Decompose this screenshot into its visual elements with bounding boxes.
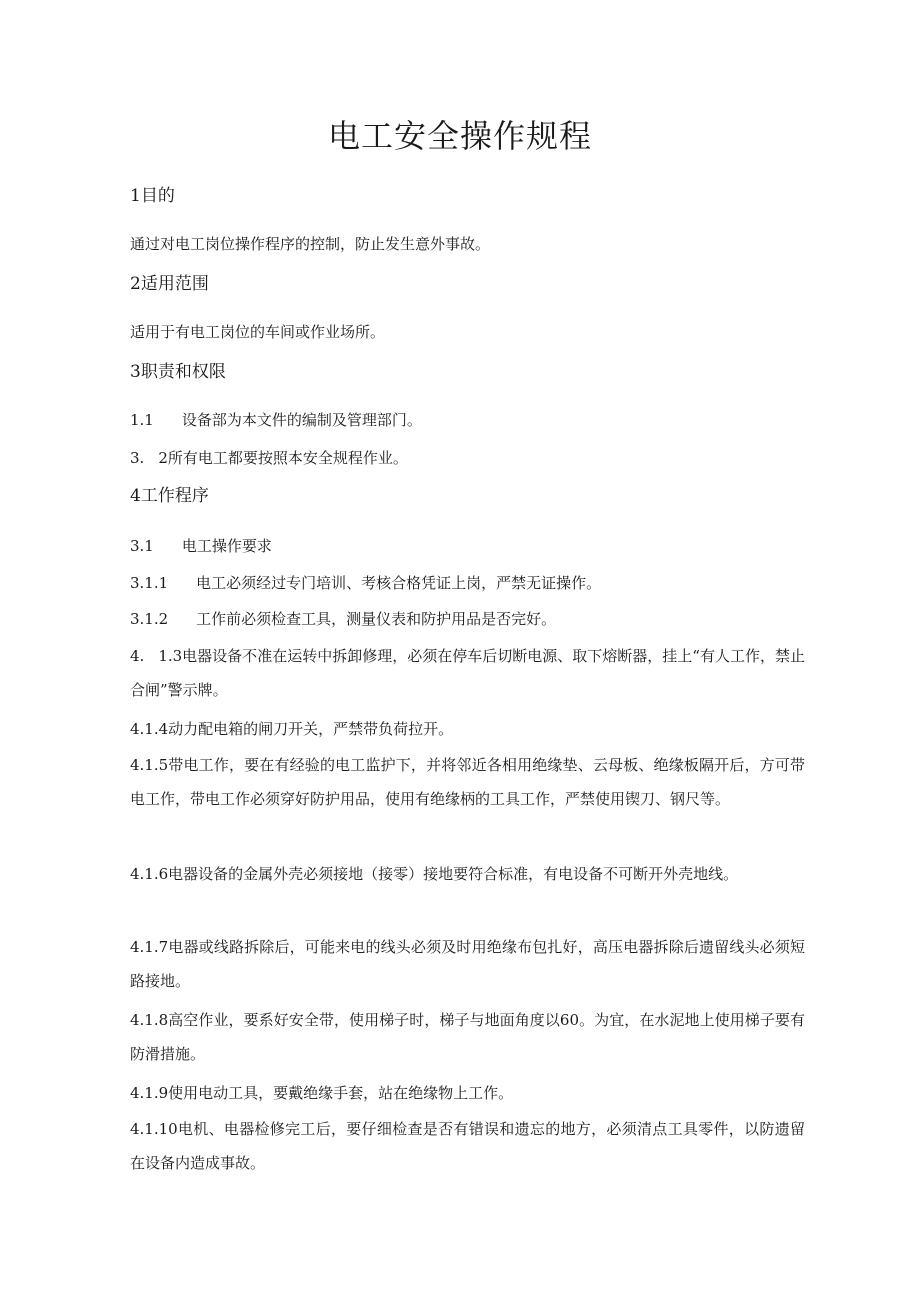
item-number: 3.1.2 — [130, 610, 169, 628]
procedure-item-4-1-8: 4.1.8高空作业，要系好安全带，使用梯子时，梯子与地面角度以60。为宜，在水泥地上使用梯子要有防滑措施。 — [130, 1011, 805, 1063]
section-heading-responsibilities: 3职责和权限 — [130, 362, 226, 382]
item-text: 电工必须经过专门培训、考核合格凭证上岗，严禁无证操作。 — [196, 574, 602, 592]
item-text: 电工操作要求 — [181, 537, 272, 555]
section-text-purpose: 通过对电工岗位操作程序的控制，防止发生意外事故。 — [130, 235, 491, 253]
item-number: 3.1.1 — [130, 574, 169, 592]
procedure-item-3-1-2 — [130, 602, 810, 636]
item-text: 工作前必须检查工具，测量仪表和防护用品是否完好。 — [196, 610, 557, 628]
responsibility-item-1 — [130, 403, 810, 437]
procedure-subheading — [130, 529, 810, 563]
procedure-item-4-1-6: 4.1.6电器设备的金属外壳必须接地（接零）接地要符合标准，有电设备不可断开外壳地线。 — [130, 865, 739, 883]
procedure-item-4-1-9: 4.1.9使用电动工具，要戴绝缘手套，站在绝缘物上工作。 — [130, 1084, 514, 1102]
section-heading-procedure: 4工作程序 — [130, 486, 209, 506]
procedure-item-4-1-5: 4.1.5带电工作，要在有经验的电工监护下，并将邻近各相用绝缘垫、云母板、绝缘板隔开后，方可带电工作，带电工作必须穿好防护用品，使用有绝缘柄的工具工作，严禁使用锲刀、钢尺等。 — [130, 756, 805, 808]
procedure-item-4-1-10: 4.1.10电机、电器检修完工后，要仔细检查是否有错误和遗忘的地方，必须清点工具零件，以防遗留在设备内造成事故。 — [130, 1120, 805, 1172]
item-text: 设备部为本文件的编制及管理部门。 — [181, 411, 422, 429]
responsibility-item-2 — [130, 441, 810, 475]
item-text: 1.3电器设备不准在运转中拆卸修理，必须在停车后切断电源、取下熔断器，挂上“有人工作，禁止合闸”警示牌。 — [130, 647, 805, 699]
item-text: 2所有电工都要按照本安全规程作业。 — [158, 449, 408, 467]
section-heading-scope: 2适用范围 — [130, 274, 209, 294]
section-text-scope: 适用于有电工岗位的车间或作业场所。 — [130, 323, 386, 341]
document-title: 电工安全操作规程 — [327, 117, 592, 155]
section-heading-purpose: 1目的 — [130, 186, 175, 206]
procedure-item-4-1-4: 4.1.4动力配电箱的闸刀开关，严禁带负荷拉开。 — [130, 720, 454, 738]
item-number: 1.1 — [130, 411, 154, 429]
item-number: 3.1 — [130, 537, 154, 555]
procedure-item-3-1-1 — [130, 566, 810, 600]
item-number: 4. — [130, 647, 145, 665]
item-number: 3. — [130, 449, 145, 467]
procedure-item-4-1-7: 4.1.7电器或线路拆除后，可能来电的线头必须及时用绝缘布包扎好，高压电器拆除后遗留线头必须短路接地。 — [130, 938, 805, 990]
procedure-item-4-1-3 — [130, 639, 805, 707]
